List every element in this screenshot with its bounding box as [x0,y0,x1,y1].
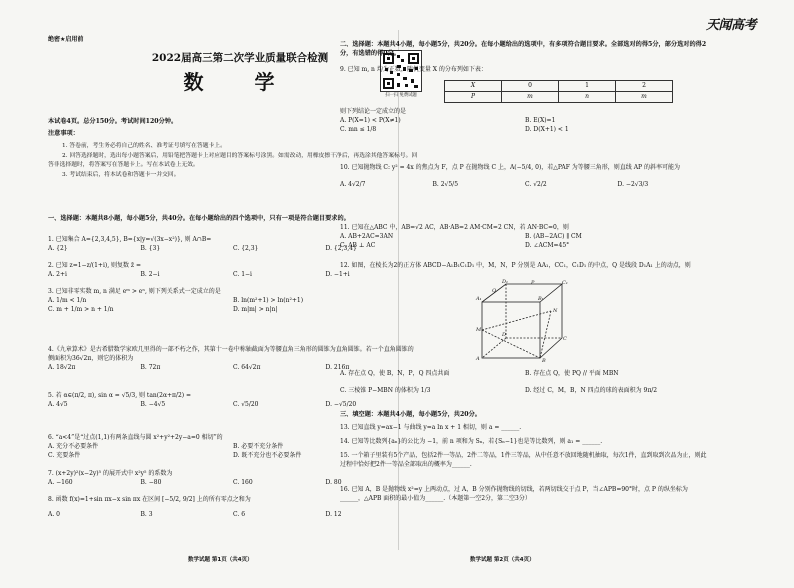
question-16: 16. 已知 A，B 是抛物线 x²=y 上两动点，过 A，B 分别作抛物线的切线，若两切线交于点 P，当∠APB=90°时，点 P 的纵坐标为______，△APB 面积的最小值为______.（本题第一空2分，第二空3分） [340,486,688,502]
option: C. √2/2 [525,180,547,188]
page-footer: 数学试题 第1页（共4页） [188,557,253,563]
option: C. 三棱锥 P−MBN 的体积为 1/3 [340,386,431,394]
option: A. AB+2AC=3AN [340,232,394,240]
option: D. D(X+1) < 1 [525,125,569,133]
option: D. {2,3,4} [325,244,357,252]
option: D. 216π [325,363,350,371]
section-heading: 三、填空题：本题共4小题，每小题5分，共20分。 [340,411,481,418]
question-9-stem: 9. 已知 m, n 均为正数，随机变量 X 的分布列如下表： [340,66,487,73]
option: A. 4√2/7 [340,180,366,188]
table-cell: n [559,92,616,103]
section-heading: 二、选择题：本题共4小题，每小题5分，共20分。在每小题给出的选项中，有多项符合题目要求。全部选对的得5分，部分选对的得2分，有选错的得0分。 [340,41,707,57]
subject-title: 数 学 [183,70,297,94]
table-row [445,81,673,92]
option: D. 80 [325,478,342,486]
question-stem: 2. 已知 z=1−z/(1+i), 则复数 z̄ = [48,262,142,269]
option: D. −1+i [325,270,350,278]
question-10 [340,164,710,190]
option: D. 既不充分也不必要条件 [233,451,302,459]
option: C. {2,3} [233,244,259,252]
option: B. −4√5 [140,400,166,408]
table-cell: 0 [502,81,559,92]
option: C. 6 [233,510,246,518]
option: C. 160 [233,478,253,486]
cube-diagram [476,280,566,362]
option: A. 存在点 Q，使 B，N，P，Q 四点共面 [340,370,450,377]
option: C. 1−i [233,270,252,278]
question-options [340,370,710,379]
svg-text:A: A [476,356,480,362]
option: A. {2} [48,244,68,252]
exam-title: 2022届高三第二次学业质量联合检测 [151,52,329,64]
svg-text:P: P [531,280,535,286]
option: C. 充要条件 [48,451,81,459]
svg-text:C: C [563,336,567,342]
question-11 [340,224,710,250]
question-12-stem: 12. 如图，在棱长为2的正方体 ABCD−A₁B₁C₁D₁ 中，M，N，P 分别是 AA₁，CC₁，C₁D₁ 的中点，Q 是线段 D₁A₁ 上的动点，则 [340,262,691,269]
question-stem: 3. 已知非零实数 m, n 满足 eᵐ > eⁿ, 则下列关系式一定成立的是 [48,288,221,295]
notice-item: 3. 考试结束后，将本试卷和答题卡一并交回。 [62,171,180,178]
table-cell: X [445,81,502,92]
question-options [340,242,710,251]
svg-text:B: B [542,358,546,364]
option: A. 0 [48,510,60,518]
question-stem: 则下列结论一定成立的是 [340,108,407,115]
table-cell: m [616,92,673,103]
option: B. 3 [140,510,153,518]
option: B. 必要不充分条件 [233,442,284,450]
option: C. AB ⊥ AC [340,241,376,249]
table-cell: m [502,92,559,103]
svg-text:Q: Q [492,288,497,294]
option: C. √5/20 [233,400,259,408]
option: B. 2−i [140,270,160,278]
svg-text:C₁: C₁ [562,280,568,286]
brand-logo: 天闻高考 [706,18,757,33]
table-cell: 1 [559,81,616,92]
table-cell: 2 [616,81,673,92]
svg-text:D: D [502,332,507,338]
question-stem: 11. 已知在△ABC 中，AB=√2 AC，AB·AB=2 AM·CM=2 CN，若 AN·BC=0，则 [340,224,569,231]
option: A. 1/m < 1/n [48,296,87,304]
option: A. 2+i [48,270,67,278]
option: A. −160 [48,478,73,486]
right-column [340,0,716,588]
question-stem: 4.《九章算术》是古希腊数学家欧几里得的一部不朽之作，其第十一卷中称轴截面为等腰直角三角形的圆锥为直角圆锥。若一个直角圆锥的侧面积为36√2π，则它的体积为 [48,346,414,362]
question-options [340,126,710,135]
svg-text:B₁: B₁ [538,296,544,302]
question-15: 15. 一个箱子里装有5个产品，包括2件一等品，2件二等品，1件三等品，从中任意不放回地随机抽取，每次1件，直到取到次品为止，则此过程中恰好把2件一等品全部取出的概率为______. [340,452,707,468]
option: D. −√5/20 [325,400,357,408]
option: B. E(X)=1 [525,116,556,124]
exam-info: 本试卷4页。总分150分。考试时间120分钟。 [48,118,178,125]
secret-label: 绝密★启用前 [48,36,84,43]
option: B. ln(m²+1) > ln(n²+1) [233,296,304,304]
table-cell: P [445,92,502,103]
question-13: 13. 已知直线 y=ax−1 与曲线 y=a ln x + 1 相切，则 a = ______. [340,424,522,431]
question-14: 14. 已知等比数列{aₙ}的公比为 −1，前 n 项和为 Sₙ，若{Sₙ−1}也是等比数列，则 a₁ = ______. [340,438,603,445]
table-row [445,92,673,103]
question-stem: 5. 若 α∈(π/2, π), sin α = √5/3, 则 tan(2α+π/2) = [48,392,192,399]
option: B. {3} [140,244,161,252]
question-stem: 10. 已知抛物线 C: y² = 4x 的焦点为 F，点 P 在抛物线 C 上，A(−5/4, 0)，若△PAF 为等腰三角形，则直线 AP 的斜率可能为 [340,164,680,171]
option: A. 18√2π [48,363,76,371]
svg-text:D₁: D₁ [502,279,509,285]
qr-caption: 扫一扫 免费试题 [385,93,417,98]
svg-text:A₁: A₁ [476,296,482,302]
option: C. m + 1/m > n + 1/n [48,305,114,313]
distribution-table [444,80,673,103]
option: A. 充分不必要条件 [48,442,99,450]
option: A. 4√5 [48,400,68,408]
option: D. ∠ACM=45° [525,241,570,249]
question-options [340,387,710,396]
notice-item: 1. 答卷前，考生务必将自己的姓名、准考证号填写在答题卡上。 [62,143,226,149]
option: D. 经过 C，M，B，N 四点的球的表面积为 9π/2 [525,386,658,394]
svg-text:N: N [553,308,558,314]
question-stem: 7. (x+2y)²(x−2y)⁵ 的展开式中 x²y⁵ 的系数为 [48,470,173,477]
question-stem: 6. “a<4”是“过点(1,1)有两条直线与圆 x²+y²+2y−a=0 相切”的 [48,434,223,441]
option: B. 存在点 Q，使 PQ // 平面 MBN [525,370,619,377]
page-footer: 数学试题 第2页（共4页） [470,557,535,563]
option: D. 12 [325,510,342,518]
question-options [340,117,710,126]
question-options [340,233,710,242]
question-12 [340,370,710,396]
option: B. 2√5/5 [432,180,459,188]
option: D. m|m| > n|n| [233,305,278,313]
notice-title: 注意事项： [48,130,79,137]
option: C. 64√2π [233,363,261,371]
svg-text:M: M [476,327,482,333]
section-heading: 一、选择题：本题共8小题，每小题5分，共40分。在每小题给出的四个选项中，只有一项是符合题目要求的。 [48,215,350,222]
notice-item: 2. 回答选择题时，选出每小题答案后，用铅笔把答题卡上对应题目的答案标号涂黑。如需改动，用橡皮擦干净后，再选涂其他答案标号。回答非选择题时，将答案写在答题卡上。写在本试卷上无效。 [48,152,418,169]
question-stem: 8. 函数 f(x)=1+sin πx−x sin πx 在区间 [−5/2, 9/2] 上的所有零点之和为 [48,496,251,503]
option: C. mn ≤ 1/8 [340,125,377,133]
question-options [340,181,710,190]
option: D. −2√3/3 [617,180,649,188]
option: B. −80 [140,478,162,486]
option: B. (AB−2AC) ∥ CM [525,232,582,240]
question-stem: 1. 已知集合 A={2,3,4,5}, B={x|y=√(3x−x²)}, 则 A∩B= [48,236,212,243]
question-9 [340,108,710,134]
option: B. 72π [140,363,161,371]
option: A. P(X=1) < P(X≠1) [340,116,401,124]
